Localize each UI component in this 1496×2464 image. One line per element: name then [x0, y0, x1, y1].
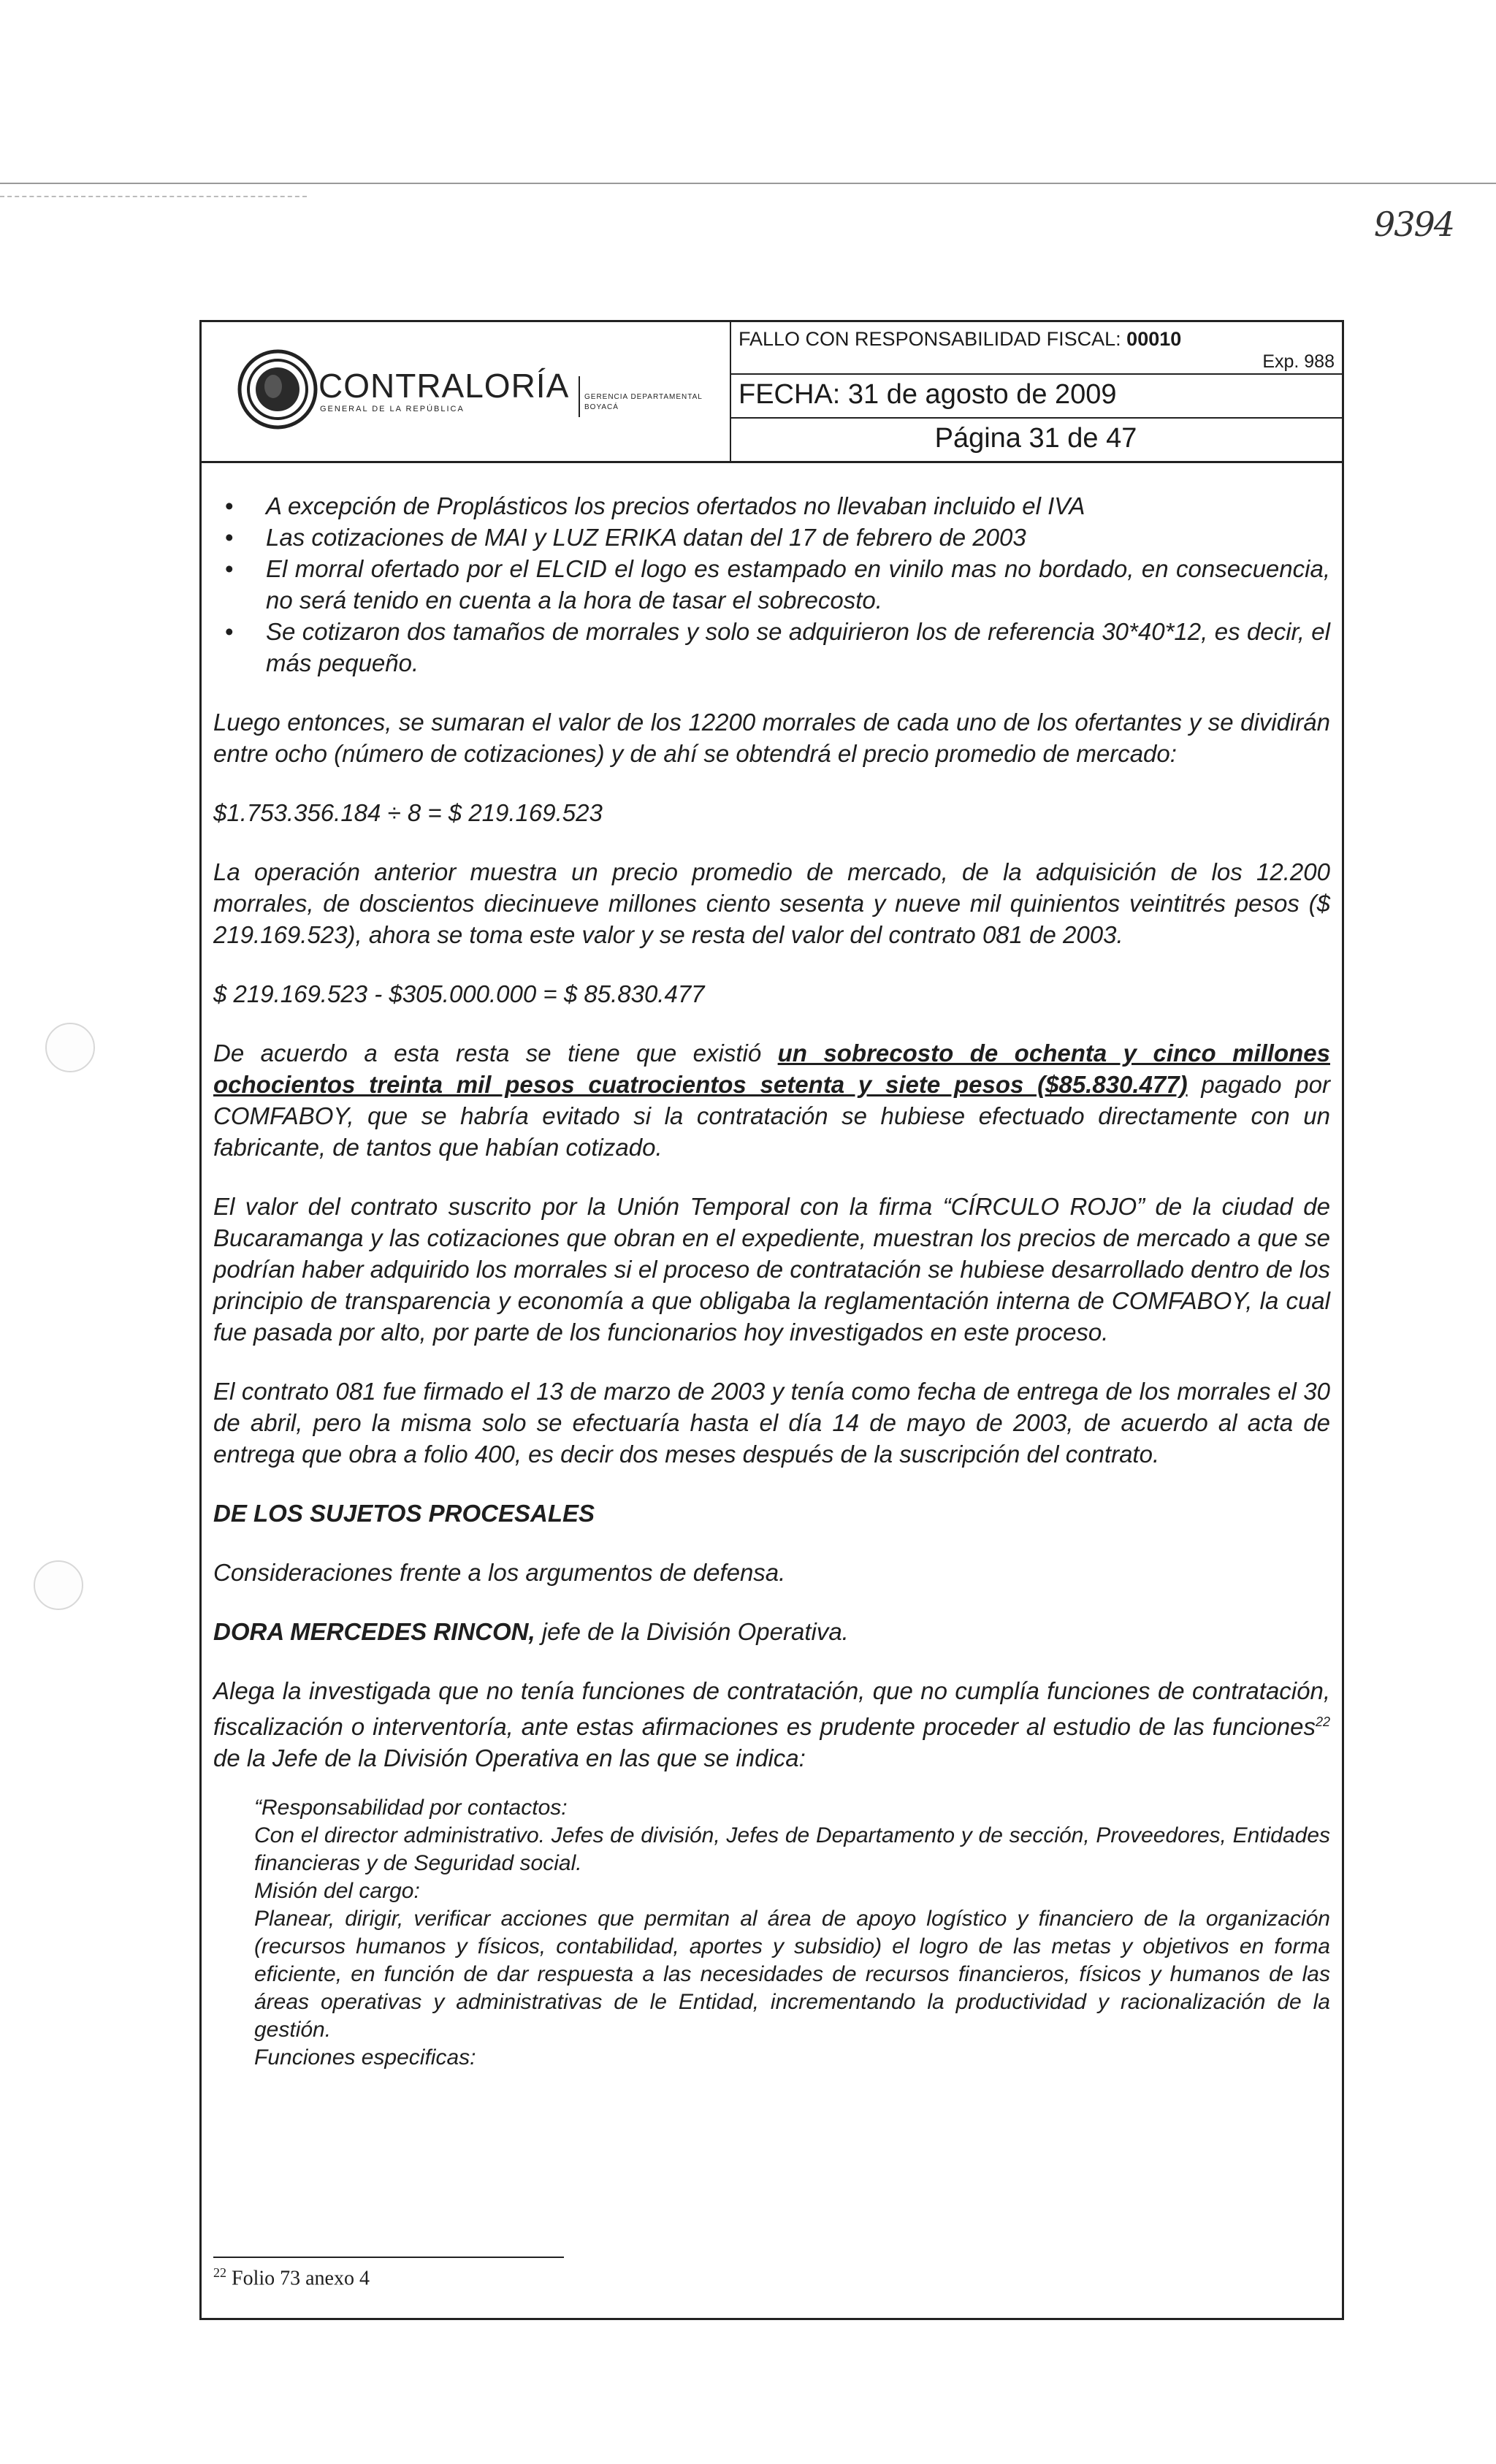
- text-span: De acuerdo a esta resta se tiene que existió: [213, 1040, 778, 1067]
- handwritten-page-number: 9394: [1373, 205, 1454, 244]
- text-span: pagado por COMFABOY, que se habría evitado si la contratación se hubiese efectuado directamente con un fabricante, de tantos que habían cotizado.: [213, 1071, 1330, 1161]
- list-item: • Se cotizaron dos tamaños de morrales y solo se adquirieron los de referencia 30*40*12, es decir, el más pequeño.: [266, 616, 1330, 679]
- paragraph: [213, 1675, 1330, 1774]
- footnote: [213, 2265, 370, 2290]
- text-span: jefe de la División Operativa.: [535, 1618, 849, 1645]
- header-info-cell: [730, 322, 1342, 461]
- calculation-difference: $ 219.169.523 - $305.000.000 = $ 85.830.477: [213, 980, 705, 1007]
- calculation-average: $1.753.356.184 ÷ 8 = $ 219.169.523: [213, 799, 603, 826]
- paragraph: El valor del contrato suscrito por la Unión Temporal con la firma “CÍRCULO ROJO” de la ciudad de Bucaramanga y las cotizaciones que obran en el expediente, muestran los precios de mercado a que se podrían haber adquirido los morrales si el proceso de contratación se hubiese desarrollado dentro de los principio de transparencia y economía a que obligaba la reglamentación interna de COMFABOY, la cual fue pasada por alto, por parte de los funcionarios hoy investigados en este proceso.: [213, 1193, 1330, 1346]
- paragraph: La operación anterior muestra un precio promedio de mercado, de la adquisición de los 12.200 morrales, de doscientos diecinueve millones ciento sesenta y nueve mil quinientos veintitrés pesos ($ 219.169.523), ahora se toma este valor y se resta del valor del contrato 081 de 2003.: [213, 858, 1330, 948]
- subject-name: DORA MERCEDES RINCON,: [213, 1618, 535, 1645]
- fecha: FECHA: 31 de agosto de 2009: [739, 379, 1117, 410]
- footnote-number: 22: [213, 2265, 226, 2280]
- quote-line: Con el director administrativo. Jefes de división, Jefes de Departamento y de sección, Proveedores, Entidades financieras y de Seguridad social.: [254, 1823, 1330, 1875]
- list-item: • A excepción de Proplásticos los precios ofertados no llevaban incluido el IVA: [266, 490, 1330, 522]
- fallo-text: FALLO CON RESPONSABILIDAD FISCAL:: [739, 328, 1121, 350]
- paragraph-subject: [213, 1616, 1330, 1647]
- paragraph: Consideraciones frente a los argumentos de defensa.: [213, 1559, 786, 1586]
- expediente: Exp. 988: [1262, 351, 1335, 372]
- quote-line: Misión del cargo:: [254, 1879, 420, 1903]
- document-frame: [199, 320, 1344, 2320]
- contraloria-logo-icon: [237, 348, 318, 430]
- logo-divider: [579, 376, 580, 417]
- text-span: de la Jefe de la División Operativa en las que se indica:: [213, 1744, 806, 1771]
- quote-line: “Responsabilidad por contactos:: [254, 1796, 568, 1820]
- logo-subtitle: GENERAL DE LA REPÚBLICA: [320, 405, 465, 413]
- pagina-row: [730, 417, 1342, 461]
- text-span: Alega la investigada que no tenía funciones de contratación, que no cumplía funciones de contratación, fiscalización o interventoría, ante estas afirmaciones es prudente proceder al estudio de las funciones: [213, 1677, 1330, 1740]
- paragraph: Luego entonces, se sumaran el valor de los 12200 morrales de cada uno de los ofertantes y se dividirán entre ocho (número de cotizaciones) y de ahí se obtendrá el precio promedio de mercado:: [213, 709, 1330, 767]
- scan-edge-marks: [0, 196, 307, 199]
- quoted-functions: [254, 1794, 1330, 2072]
- logo-gerencia-line2: BOYACÁ: [584, 403, 619, 411]
- page-number: Página 31 de 47: [934, 423, 1137, 454]
- fallo-label: [739, 328, 1181, 351]
- paragraph: El contrato 081 fue firmado el 13 de marzo de 2003 y tenía como fecha de entrega de los morrales el 30 de abril, pero la misma solo se efectuaría hasta el día 14 de mayo de 2003, de acuerdo al acta de entrega que obra a folio 400, es decir dos meses después de la suscripción del contrato.: [213, 1378, 1330, 1468]
- document-body: [213, 490, 1330, 2072]
- punch-hole: [34, 1560, 83, 1610]
- fecha-row: [730, 373, 1342, 419]
- header-logo-cell: [202, 322, 731, 461]
- footnote-text: Folio 73 anexo 4: [226, 2267, 370, 2290]
- list-item: • Las cotizaciones de MAI y LUZ ERIKA datan del 17 de febrero de 2003: [266, 522, 1330, 553]
- footnote-ref: 22: [1315, 1714, 1330, 1729]
- footnote-separator: [213, 2257, 564, 2258]
- logo-gerencia-line1: GERENCIA DEPARTAMENTAL: [584, 393, 703, 401]
- sobrecosto-highlight: un sobrecosto de ochenta y cinco millones ochocientos treinta mil pesos cuatrocientos setenta y siete pesos ($85.830.477): [213, 1040, 1330, 1098]
- quote-line: Planear, dirigir, verificar acciones que permitan al área de apoyo logístico y financiero de la organización (recursos humanos y físicos, contabilidad, aportes y subsidio) el logro de las metas y objetivos en forma eficiente, en función de dar respuesta a las necesidades de recursos financieros, físicos y humanos de las áreas operativas y administrativas de le Entidad, incrementando la productividad y racionalización de la gestión.: [254, 1907, 1330, 2042]
- list-item: • El morral ofertado por el ELCID el logo es estampado en vinilo mas no bordado, en consecuencia, no será tenido en cuenta a la hora de tasar el sobrecosto.: [266, 553, 1330, 616]
- scan-top-margin: [0, 0, 1496, 184]
- bullet-list: [213, 490, 1330, 679]
- paragraph-sobrecosto: [213, 1037, 1330, 1163]
- fallo-row: [730, 322, 1342, 375]
- section-heading: DE LOS SUJETOS PROCESALES: [213, 1500, 595, 1527]
- logo-name: CONTRALORÍA: [318, 367, 570, 405]
- fallo-number: 00010: [1126, 328, 1182, 350]
- punch-hole: [45, 1023, 95, 1072]
- logo-gerencia: [584, 392, 703, 413]
- quote-line: Funciones especificas:: [254, 2045, 476, 2070]
- document-header: [202, 322, 1342, 463]
